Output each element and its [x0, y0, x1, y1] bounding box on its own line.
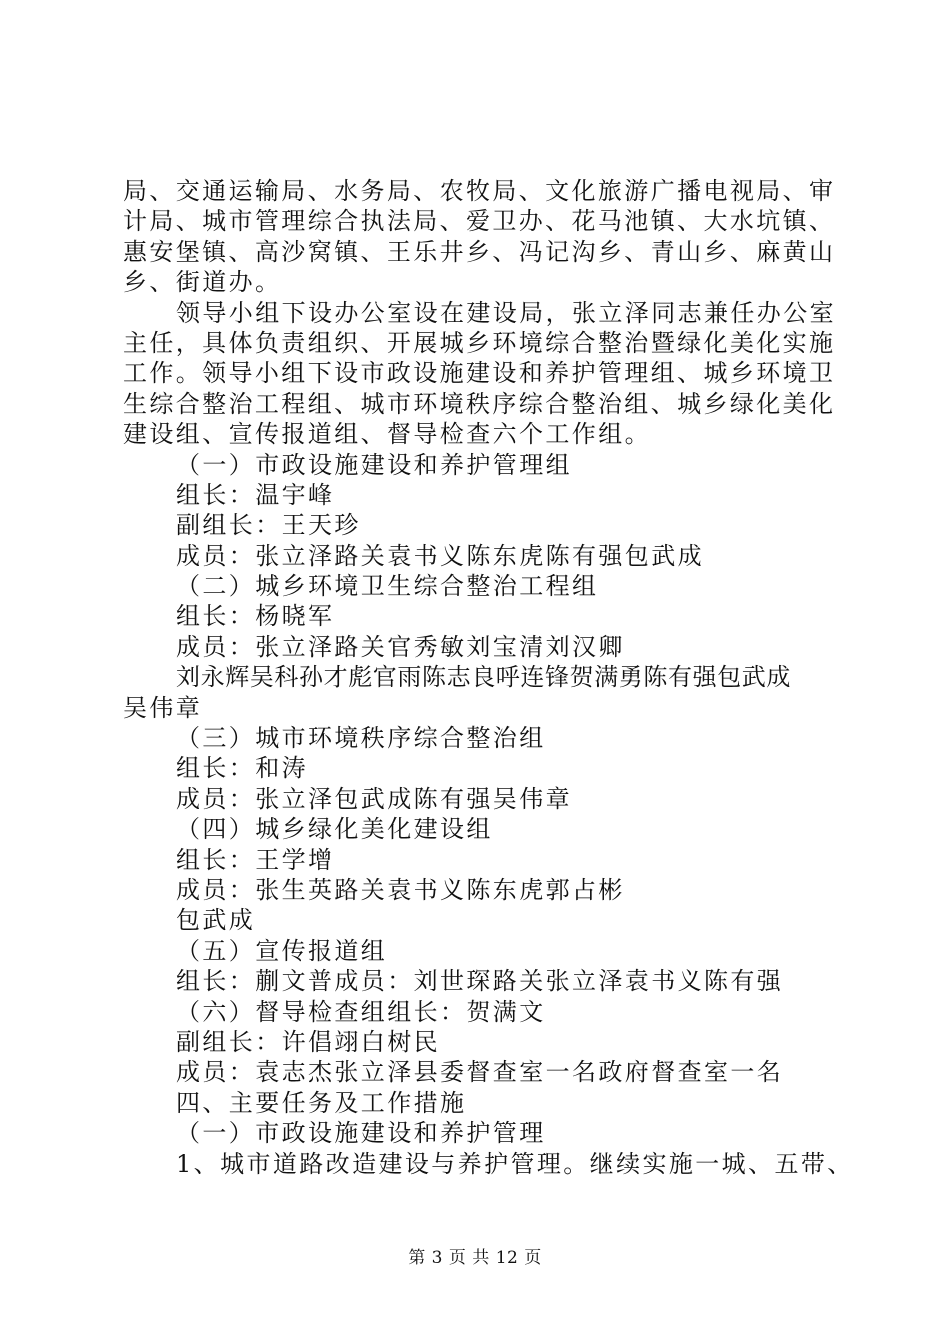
deputy-leader-line: 副组长：许倡翊白树民	[176, 1027, 440, 1056]
members-continuation-line: 刘永辉吴科孙才彪官雨陈志良呼连锋贺满勇陈有强包武成	[176, 663, 791, 692]
section-heading: （六）督导检查组组长：贺满文	[176, 997, 546, 1026]
group-leader-line: 组长：和涛	[176, 754, 308, 783]
section-heading: （三）城市环境秩序综合整治组	[176, 724, 546, 753]
group-leader-line: 组长：杨晓军	[176, 602, 335, 631]
members-continuation-line: 吴伟章	[123, 693, 203, 722]
members-continuation-line: 包武成	[176, 906, 256, 935]
members-line: 成员：张立泽包武成陈有强吴伟章	[176, 784, 572, 813]
section-heading: （二）城乡环境卫生综合整治工程组	[176, 572, 599, 601]
text-line: 生综合整治工程组、城市环境秩序综合整治组、城乡绿化美化	[123, 389, 833, 418]
section-heading: （四）城乡绿化美化建设组	[176, 815, 493, 844]
group-leader-line: 组长：蒯文普成员：刘世琛路关张立泽袁书义陈有强	[176, 967, 784, 996]
text-line: 局、交通运输局、水务局、农牧局、文化旅游广播电视局、审	[123, 177, 833, 205]
paragraph-start-line: 1、城市道路改造建设与养护管理。继续实施一城、五带、	[176, 1149, 854, 1178]
section-heading: （五）宣传报道组	[176, 936, 388, 965]
members-line: 成员：张立泽路关官秀敏刘宝清刘汉卿	[176, 632, 625, 661]
deputy-leader-line: 副组长：王天珍	[176, 511, 361, 540]
members-line: 成员：张立泽路关袁书义陈东虎陈有强包武成	[176, 541, 704, 570]
members-line: 成员：袁志杰张立泽县委督查室一名政府督查室一名	[176, 1058, 784, 1087]
document-body	[123, 176, 854, 1179]
paragraph-start-line: 领导小组下设办公室设在建设局，张立泽同志兼任办公室	[176, 298, 836, 327]
section-heading: （一）市政设施建设和养护管理组	[176, 450, 572, 479]
text-line: 惠安堡镇、高沙窝镇、王乐井乡、冯记沟乡、青山乡、麻黄山	[123, 237, 833, 266]
text-line: 乡、街道办。	[123, 268, 282, 297]
text-line: 工作。领导小组下设市政设施建设和养护管理组、城乡环境卫	[123, 359, 833, 388]
chapter-heading: 四、主要任务及工作措施	[176, 1088, 467, 1117]
group-leader-line: 组长：温宇峰	[176, 480, 335, 509]
text-line: 主任，具体负责组织、开展城乡环境综合整治暨绿化美化实施	[123, 328, 833, 357]
section-heading: （一）市政设施建设和养护管理	[176, 1119, 546, 1148]
text-line: 建设组、宣传报道组、督导检查六个工作组。	[123, 420, 651, 449]
page-number-footer: 第 3 页 共 12 页	[408, 1248, 542, 1268]
members-line: 成员：张生英路关袁书义陈东虎郭占彬	[176, 875, 625, 904]
text-line: 计局、城市管理综合执法局、爱卫办、花马池镇、大水坑镇、	[123, 207, 833, 236]
group-leader-line: 组长：王学增	[176, 845, 335, 874]
